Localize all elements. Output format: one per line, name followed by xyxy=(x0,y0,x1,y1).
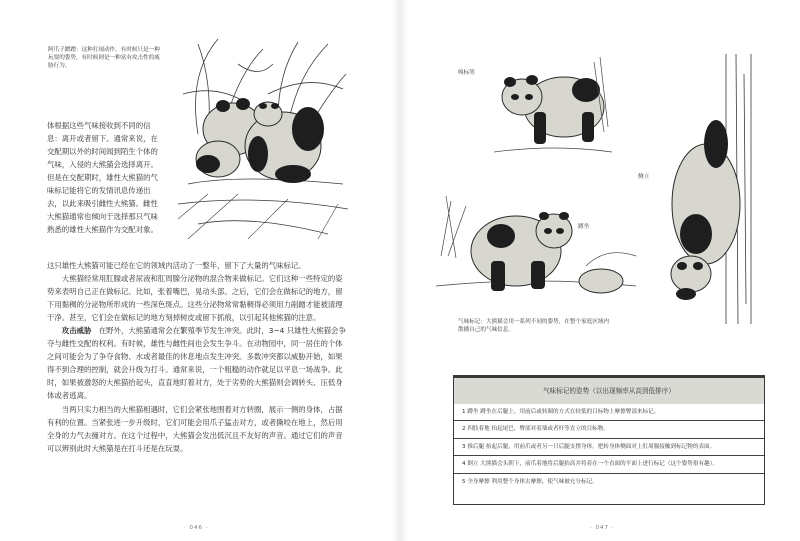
table-row: 3 推后腿 抬起后腿，用前爪或者另一只后腿支撑身体，把转身体侧面对上肛周腺接触到标记物的表面。 xyxy=(454,439,764,456)
panda-squat-illustration xyxy=(436,186,636,311)
playing-pandas-illustration xyxy=(178,34,350,244)
table-row: 4 倒立 大熊猫会头朝下，前爪着地将后腿抬高并将着在一个直面的平面上进行标记（这个姿势很有趣）。 xyxy=(454,456,764,473)
text-line: 去，以此来吸引雌性大熊猫。雌性 xyxy=(47,199,158,209)
table-title: 气味标记的姿势（以出现频率从高到低排序） xyxy=(454,376,764,404)
scent-marking-caption xyxy=(458,318,648,334)
text-wrap-column xyxy=(47,119,173,236)
paragraph-lead: 攻击威胁 xyxy=(61,326,92,336)
illustration-caption xyxy=(48,46,166,70)
table-row: 5 全身摩擦 利用整个身体去摩擦，使气味被充分标记。 xyxy=(462,478,598,485)
paragraph xyxy=(47,324,347,402)
text-line: 息：离开或者留下。通常来说，在 xyxy=(47,134,158,144)
text-line: 但是在交配期时，雄性大熊猫的气 xyxy=(47,173,158,183)
caption-line: 阿爪子蹭蹭：这种打闹动作，有时候只是一种 xyxy=(48,47,160,53)
caption-line: 气味标记：大熊猫会用一系列不同的姿势，在整个家庭区域内 xyxy=(458,319,610,325)
text-line: 体根据这些气味接收到不同的信 xyxy=(47,121,151,130)
paragraph xyxy=(47,403,347,455)
panda-sniffing-illustration xyxy=(494,52,612,162)
text-line: 交配期以外的时间闻到陌生个体的 xyxy=(47,147,158,157)
page-number: · 047 · xyxy=(590,525,615,531)
text-line: 味标记能将它的发情讯息传递出 xyxy=(47,186,151,196)
paragraph xyxy=(47,259,347,272)
paragraph-text: 大熊猫经常用肛腺或者尿液和肛周腺分泌物的混合物来做标记。它们这种一些特定的姿势来表明自己正在做标记。比如，张着嘴巴，晃动头部。之后，它们会在做标记的地方，留下用黏稠的分泌物所形成的一些深色斑点。这些分泌物常常黏稠得必须用力剐蹭才能被清理干净。甚至，它们会在做标记的地方刻掉树皮或留下抓痕，以引起其他熊猫的注意。 xyxy=(47,274,343,323)
paragraph-text: 当两只实力相当的大熊猫相遇时，它们会紧张地围着对方转圈，展示一侧的身体，占据有利的位置。当紧张进一步升级时，它们可能会用爪子猛击对方，或者撕咬在地上，然后用全身的力气去撞对方。在这个过程中，大熊猫会发出低沉且不友好的声音。通过它们的声音可以辨别此时大熊猫是在打斗还是在玩耍。 xyxy=(47,404,343,453)
text-line: 气味，入侵的大熊猫会选择离开。 xyxy=(47,160,158,170)
scent-marking-postures-table xyxy=(453,375,765,505)
label-sniff: 嗅标签 xyxy=(458,70,475,76)
body-text xyxy=(47,259,347,455)
text-line: 大熊猫通常也倾向于选择那只气味 xyxy=(47,212,158,222)
page-number: · 046 · xyxy=(184,525,209,531)
panda-handstand-tree-illustration xyxy=(666,54,766,324)
label-handstand: 侧立 xyxy=(638,174,650,180)
paragraph-text: 这只雄性大熊猫可能已经在它的领域内活动了一整年，留下了大量的气味标记。 xyxy=(47,261,306,270)
caption-line: 散播自己的气味信息。 xyxy=(458,327,514,333)
caption-line: 玩耍的姿势，有时候则是一种富有攻击性的威 xyxy=(48,55,160,61)
paragraph xyxy=(47,272,347,324)
paragraph-text: 在野外，大熊猫通常会在繁殖季节发生冲突。此时，3~4 只雄性大熊猫会争夺与雌性交配的权利。有时候，雄性与雌性间也会发生争斗。在动物园中，同一居住的个体之间可能会为了争夺食物、水或者最佳的休息地点发生冲突。多数冲突都以威胁开始，如果得不到合理的控制，就会升级为打斗。通常来说，一个粗糙的动作就足以平息一场战争。此时，如果被激怒的大熊猫抬起头，直直地盯着对方，处于劣势的大熊猫则会调转头、压低身体或者逃离。 xyxy=(47,326,346,401)
table-row: 2 四肢着地 抬起尾巴，臀部对着墙或者杆等直立的目标物。 xyxy=(454,421,764,438)
text-line: 熟悉的雄性大熊猫作为交配对象。 xyxy=(47,225,158,235)
table-row: 1 蹲坐 蹲坐在后腿上，用前后或转圈的方式在较低的目标物上摩擦臀部来标记。 xyxy=(454,404,764,421)
caption-line: 胁行为。 xyxy=(48,63,71,69)
label-squat: 蹲坐 xyxy=(578,224,590,230)
